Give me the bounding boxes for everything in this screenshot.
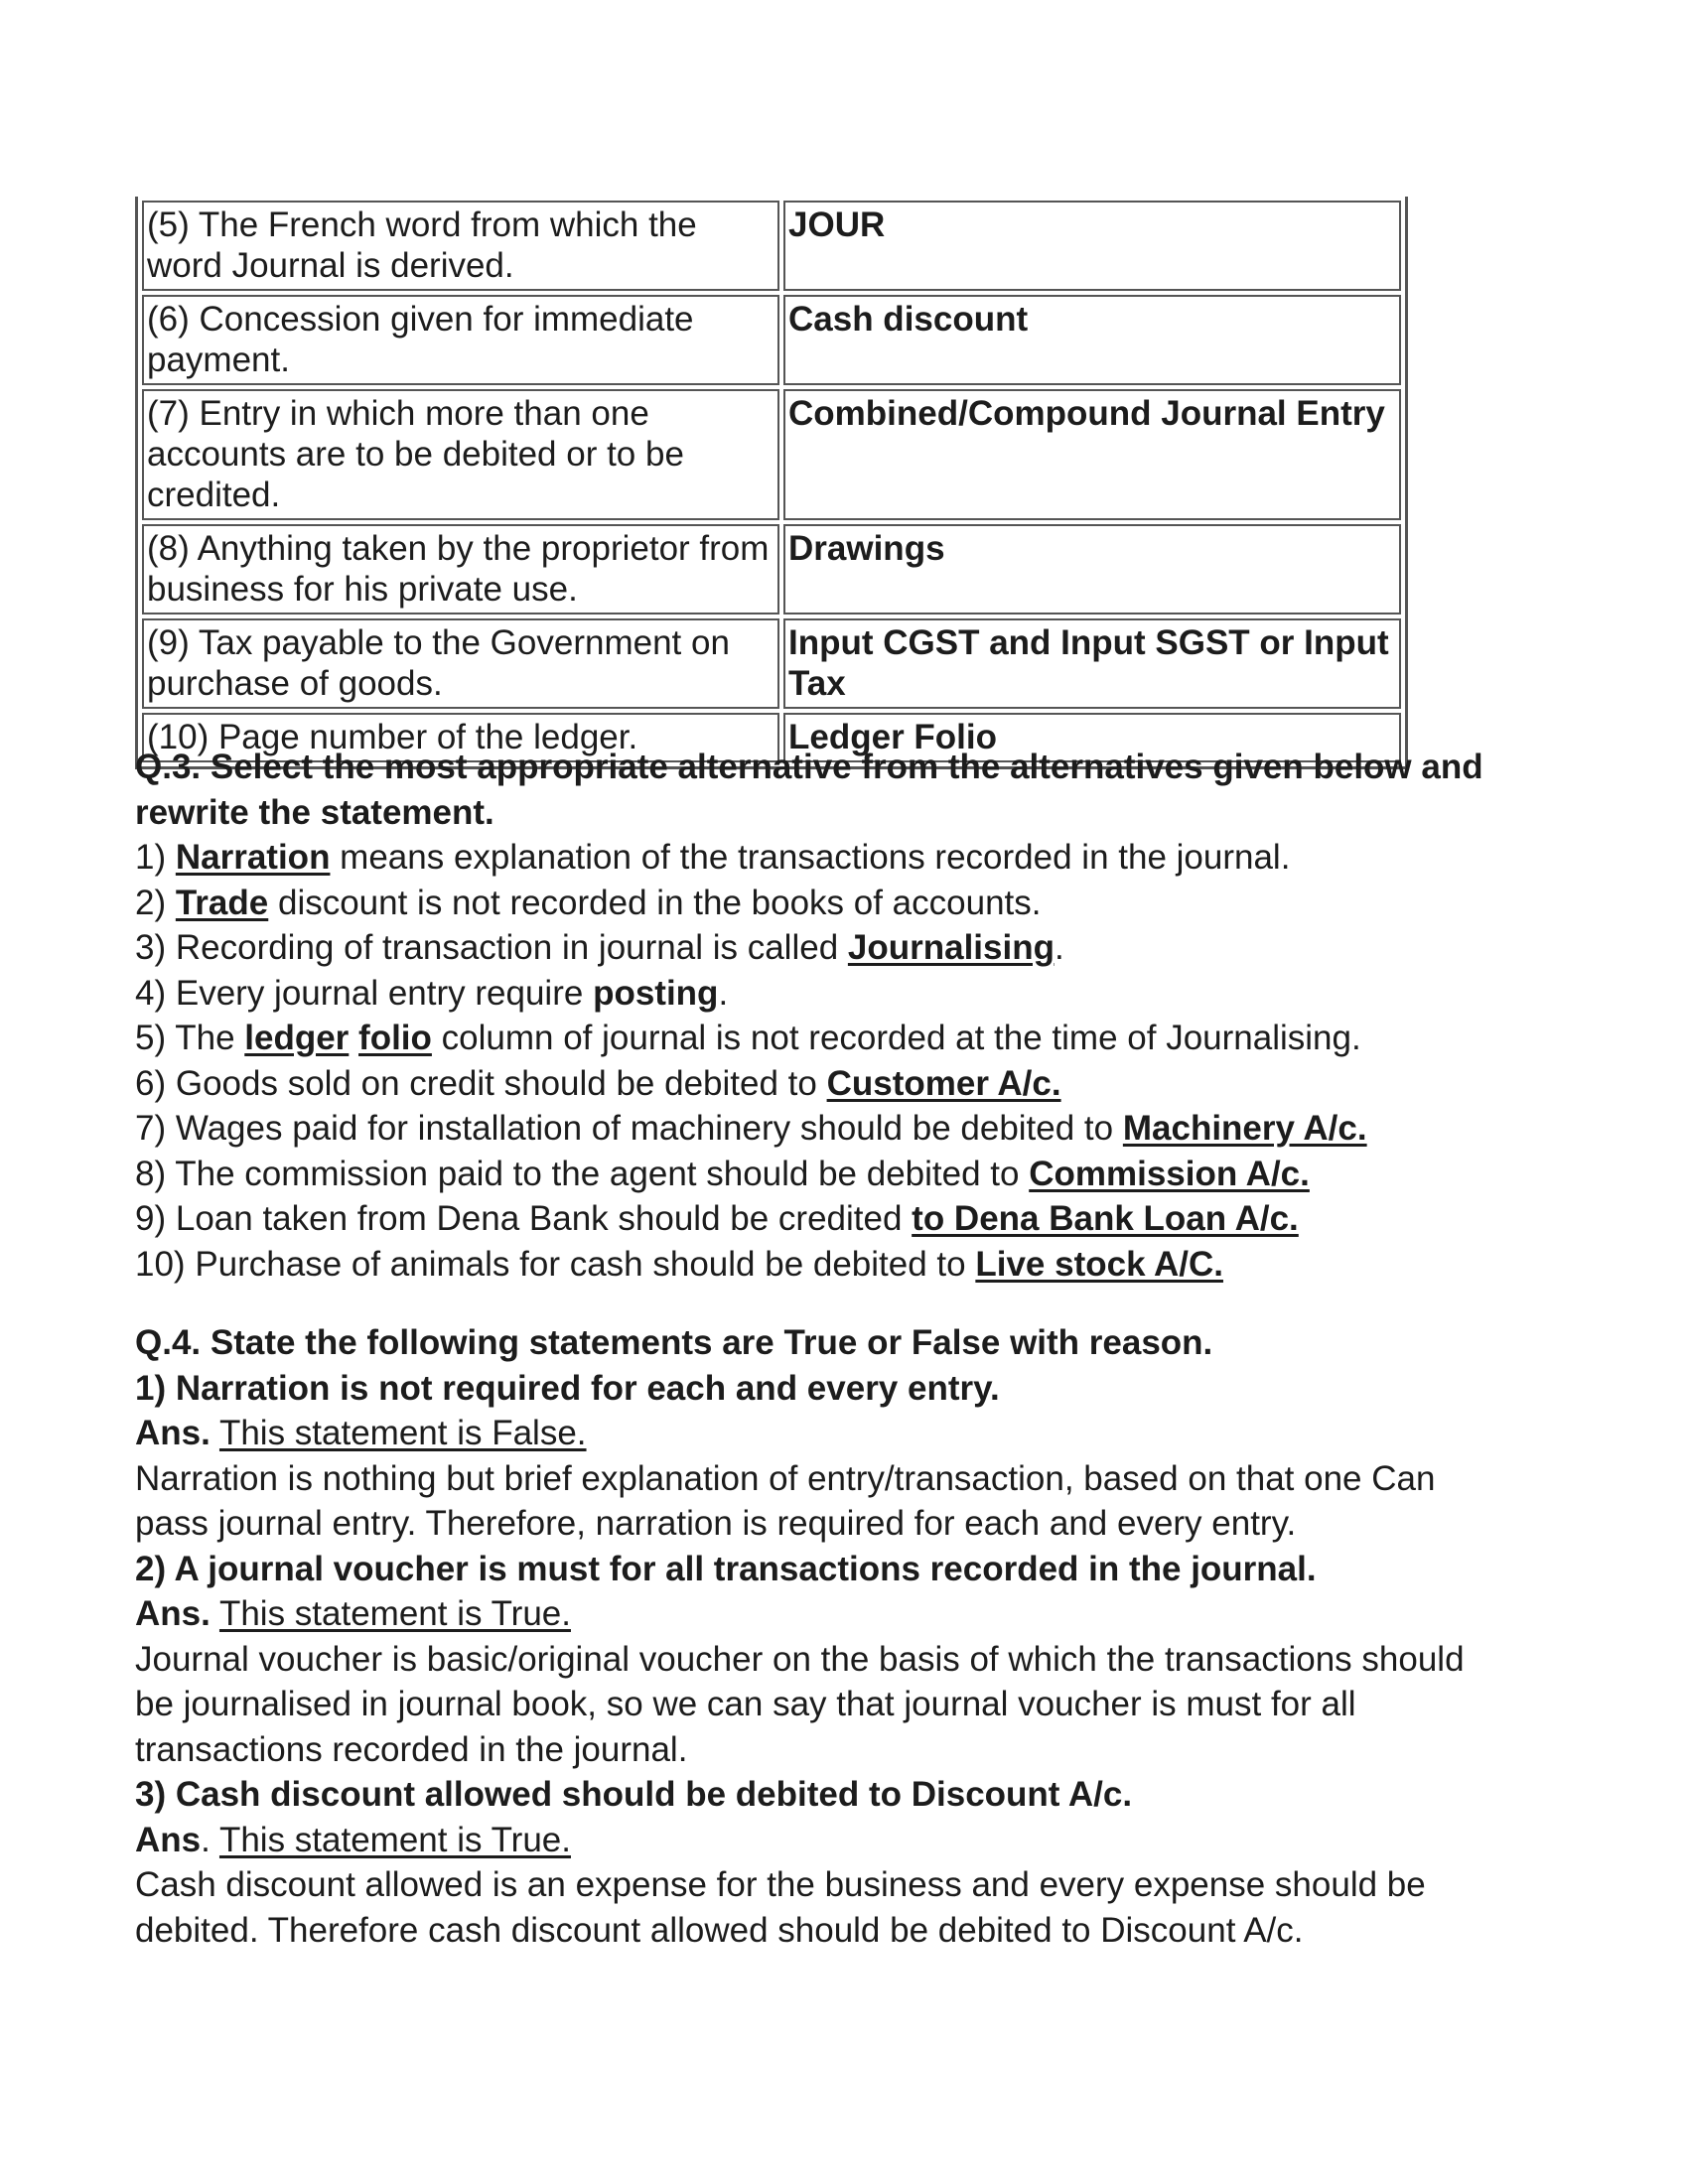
q4-answer-1 (135, 1411, 1565, 1456)
statement-text: Every journal entry require (175, 973, 594, 1013)
table-row (142, 524, 1401, 614)
statement-text: Goods sold on credit should be debited to (175, 1063, 827, 1103)
q3-item-9 (135, 1196, 1565, 1242)
q3-heading-line-2: rewrite the statement. (135, 792, 494, 832)
verdict-text: This statement is True. (218, 1594, 571, 1633)
answer-text: ledger (244, 1019, 350, 1057)
item-number: 4) (135, 973, 176, 1013)
q3-item-5 (135, 1016, 1565, 1061)
q3-item-1 (135, 835, 1565, 881)
answer-text: Journalising (847, 928, 1055, 967)
answer-text: to Dena Bank Loan A/c. (912, 1199, 1299, 1238)
statement-text: The (175, 1019, 245, 1057)
verdict-text: This statement is False. (218, 1414, 587, 1452)
q4-answer-3: Ans. This statement is True. (135, 1820, 571, 1859)
item-number: 5) (135, 1019, 176, 1057)
table-row (142, 618, 1401, 709)
answer-table (135, 197, 1408, 769)
q4-statement-2: 2) A journal voucher is must for all transactions recorded in the journal. (135, 1549, 1317, 1588)
answer-cell: Cash discount (783, 295, 1401, 385)
answer-text: Trade (175, 883, 269, 922)
question-cell: (6) Concession given for immediate payment. (142, 295, 779, 385)
reason-line: pass journal entry. Therefore, narration is required for each and every entry. (135, 1504, 1297, 1543)
reason-line: Journal voucher is basic/original voucher on the basis of which the transactions should (135, 1639, 1465, 1679)
q3-heading-line-1: Q.3. Select the most appropriate alternative from the alternatives given below and (135, 748, 1483, 786)
statement-text: The commission paid to the agent should be debited to (175, 1154, 1030, 1193)
reason-line: Cash discount allowed is an expense for the business and every expense should be (135, 1865, 1426, 1904)
question-cell: (5) The French word from which the word Journal is derived. (142, 201, 779, 291)
q4-heading: Q.4. State the following statements are True or False with reason. (135, 1323, 1213, 1362)
item-number: 6) (135, 1063, 176, 1103)
q3-item-2 (135, 881, 1565, 926)
answer-text: Narration (175, 838, 331, 877)
statement-text: discount is not recorded in the books of accounts. (268, 883, 1042, 922)
question-cell: (8) Anything taken by the proprietor from business for his private use. (142, 524, 779, 614)
item-number: 7) (135, 1109, 176, 1148)
answer-text: posting (593, 973, 719, 1013)
statement-text: column of journal is not recorded at the time of Journalising. (431, 1019, 1361, 1057)
answer-cell: JOUR (783, 201, 1401, 291)
q3-item-8 (135, 1152, 1565, 1197)
q4-statement-3: 3) Cash discount allowed should be debited to Discount A/c. (135, 1775, 1133, 1814)
statement-text: . (1054, 928, 1064, 967)
q3-item-3 (135, 925, 1565, 971)
answer-cell: Combined/Compound Journal Entry (783, 389, 1401, 520)
question-4-section (135, 1320, 1565, 1953)
item-number: 2) (135, 883, 176, 922)
item-number: 8) (135, 1154, 176, 1193)
statement-text: means explanation of the transactions recorded in the journal. (330, 838, 1291, 877)
item-number: 3) (135, 928, 176, 967)
q3-item-7 (135, 1106, 1565, 1152)
ans-label: Ans (135, 1820, 202, 1859)
statement-text: Loan taken from Dena Bank should be credited (175, 1199, 913, 1238)
reason-line: be journalised in journal book, so we can say that journal voucher is must for all (135, 1685, 1356, 1723)
question-3-section (135, 745, 1565, 1287)
q4-statement-1: 1) Narration is not required for each and every entry. (135, 1368, 1000, 1408)
ans-label: Ans. (135, 1414, 211, 1452)
answer-text: Live stock A/C. (975, 1244, 1223, 1284)
item-number: 10) (135, 1244, 196, 1284)
question-cell: (9) Tax payable to the Government on purchase of goods. (142, 618, 779, 709)
q3-item-10 (135, 1242, 1565, 1288)
statement-text: Wages paid for installation of machinery should be debited to (175, 1109, 1123, 1148)
item-number: 9) (135, 1199, 176, 1238)
q3-item-4 (135, 971, 1565, 1017)
answer-text: Customer A/c. (826, 1063, 1061, 1103)
ans-label: Ans. (135, 1594, 211, 1633)
q4-answer-2 (135, 1591, 1565, 1637)
table-row (142, 201, 1401, 291)
statement-text: Recording of transaction in journal is called (175, 928, 848, 967)
item-number: 1) (135, 838, 176, 877)
verdict-text: This statement is True. (218, 1820, 571, 1859)
answer-text: Machinery A/c. (1122, 1109, 1367, 1148)
statement-text: Purchase of animals for cash should be debited to (195, 1244, 976, 1284)
reason-line: transactions recorded in the journal. (135, 1729, 688, 1769)
answer-cell: Drawings (783, 524, 1401, 614)
statement-text: . (718, 973, 729, 1013)
reason-line: debited. Therefore cash discount allowed should be debited to Discount A/c. (135, 1910, 1304, 1950)
answer-text: folio (358, 1019, 432, 1057)
reason-line: Narration is nothing but brief explanation of entry/transaction, based on that one Can (135, 1458, 1436, 1498)
table-row (142, 389, 1401, 520)
q3-item-6 (135, 1061, 1565, 1107)
table-row (142, 295, 1401, 385)
answer-cell: Ledger Folio (783, 713, 1401, 762)
question-cell: (10) Page number of the ledger. (142, 713, 779, 762)
answer-cell: Input CGST and Input SGST or Input Tax (783, 618, 1401, 709)
answer-text: Commission A/c. (1029, 1154, 1310, 1193)
question-cell: (7) Entry in which more than one accounts are to be debited or to be credited. (142, 389, 779, 520)
